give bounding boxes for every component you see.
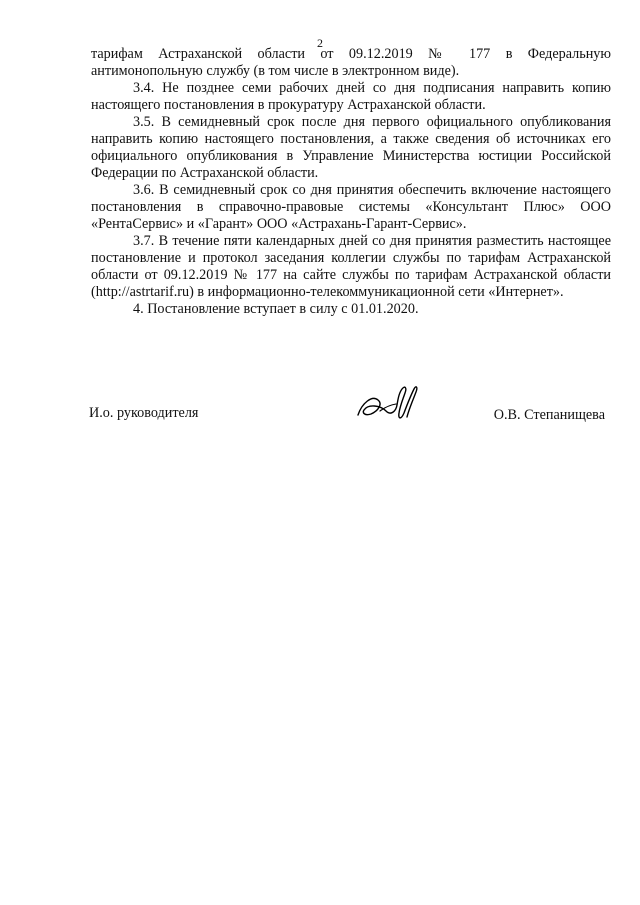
document-body [91,46,611,318]
paragraph-continuation: тарифам Астраханской области от 09.12.2019 № 177 в Федеральную антимонопольную службу (в том числе в электронном виде). [91,46,611,79]
paragraph-3-6: 3.6. В семидневный срок со дня принятия обеспечить включение настоящего постановления в справочно-правовые системы «Консультант Плюс» ООО «РентаСервис» и «Гарант» ООО «Астрахань-Гарант-Сервис». [91,182,611,232]
signature-block [0,375,640,445]
paragraph-3-4: 3.4. Не позднее семи рабочих дней со дня подписания направить копию настоящего постановления в прокуратуру Астраханской области. [91,80,611,113]
signer-role: И.о. руководителя [89,405,199,421]
paragraph-3-7: 3.7. В течение пяти календарных дней со дня принятия разместить настоящее постановление и протокол заседания коллегии службы по тарифам Астраханской области от 09.12.2019 № 177 на сайте службы по тарифам Астраханской области (http://astrtarif.ru) в информационно-телекоммуникационной сети «Интернет». [91,233,611,300]
signer-name: О.В. Степанищева [493,407,605,423]
paragraph-4: 4. Постановление вступает в силу с 01.01.2020. [133,301,419,317]
paragraph-3-5: 3.5. В семидневный срок после дня первого официального опубликования направить копию настоящего постановления, а также сведения об источниках его официального опубликования в Управление Министерства юстиции Российской Федерации по Астраханской области. [91,114,611,181]
page-number: 2 [317,36,323,50]
handwritten-signature [352,375,422,435]
